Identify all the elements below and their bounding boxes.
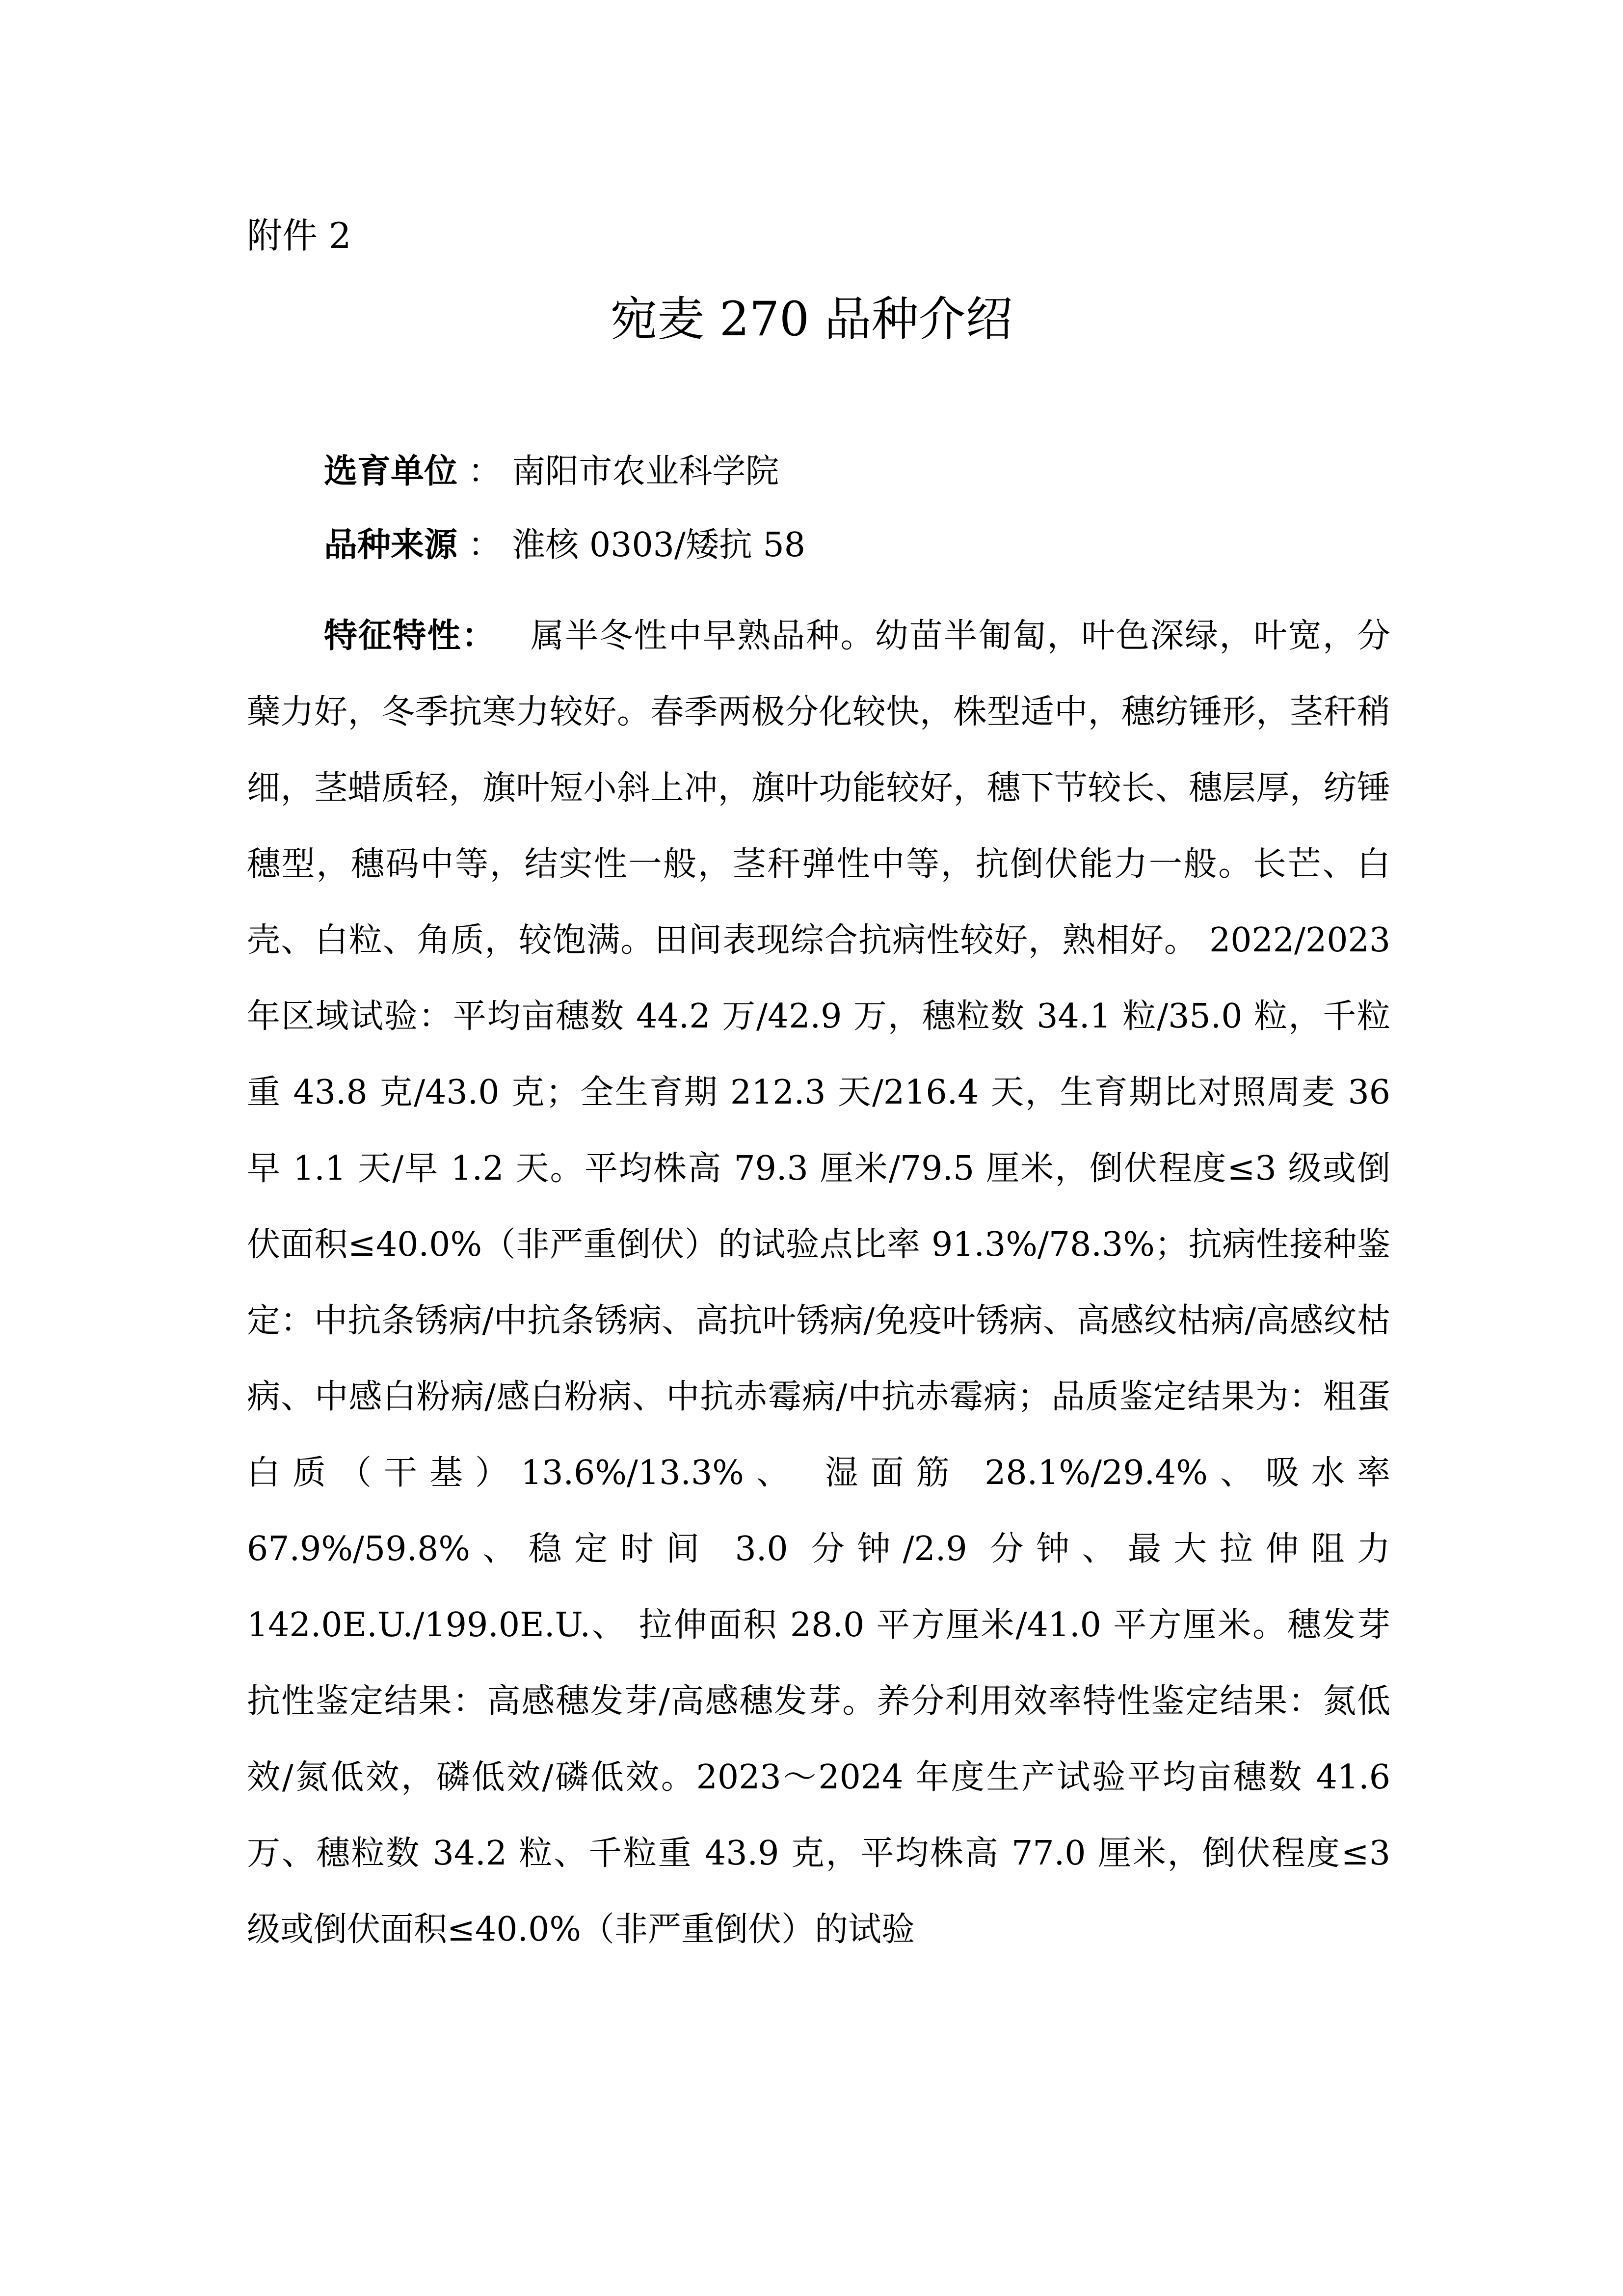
- breeding-unit-separator: ：: [457, 452, 502, 491]
- attachment-label: 附件 2: [247, 215, 351, 256]
- breeding-unit-label: 选育单位: [324, 452, 458, 491]
- features-label: 特征特性：: [324, 616, 496, 655]
- variety-source-value: 淮核 0303/矮抗 58: [512, 526, 805, 565]
- features-text: 属半冬性中早熟品种。幼苗半匍匐，叶色深绿，叶宽，分蘖力好，冬季抗寒力较好。春季两极分化较快，株型适中，穗纺锤形，茎秆稍细，茎蜡质轻，旗叶短小斜上冲，旗叶功能较好，穗下节较长、穗层厚，纺锤穗型，穗码中等，结实性一般，茎秆弹性中等，抗倒伏能力一般。长芒、白壳、白粒、角质，较饱满。田间表现综合抗病性较好，熟相好。 2022/2023 年区域试验：平均亩穗数 44.2 万/42.9 万，穗粒数 34.1 粒/35.0 粒，千粒重 43.8 克/43.0 克；全生育期 212.3 天/216.4 天，生育期比对照周麦 36 早 1.1 天/早 1.2 天。平均株高 79.3 厘米/79.5 厘米，倒伏程度≤3 级或倒伏面积≤40.0%（非严重倒伏）的试验点比率 91.3%/78.3%；抗病性接种鉴定：中抗条锈病/中抗条锈病、高抗叶锈病/免疫叶锈病、高感纹枯病/高感纹枯病、中感白粉病/感白粉病、中抗赤霉病/中抗赤霉病；品质鉴定结果为：粗蛋白质（干基）13.6%/13.3%、 湿面筋 28.1%/29.4%、吸水率 67.9%/59.8%、稳定时间 3.0 分钟/2.9 分钟、最大拉伸阻力 142.0E.U./199.0E.U.、 拉伸面积 28.0 平方厘米/41.0 平方厘米。穗发芽抗性鉴定结果：高感穗发芽/高感穗发芽。养分利用效率特性鉴定结果：氮低效/氮低效，磷低效/磷低效。2023～2024 年度生产试验平均亩穗数 41.6 万、穗粒数 34.2 粒、千粒重 43.9 克，平均株高 77.0 厘米，倒伏程度≤3 级或倒伏面积≤40.0%（非严重倒伏）的试验: [247, 617, 1390, 1949]
- variety-source-row: [324, 520, 805, 570]
- breeding-unit-row: [324, 447, 779, 496]
- document-title: 宛麦 270 品种介绍: [610, 292, 1013, 347]
- variety-source-label: 品种来源: [324, 525, 458, 565]
- variety-source-separator: ：: [457, 526, 502, 565]
- breeding-unit-value: 南阳市农业科学院: [512, 452, 779, 491]
- features-paragraph: [247, 598, 1390, 1968]
